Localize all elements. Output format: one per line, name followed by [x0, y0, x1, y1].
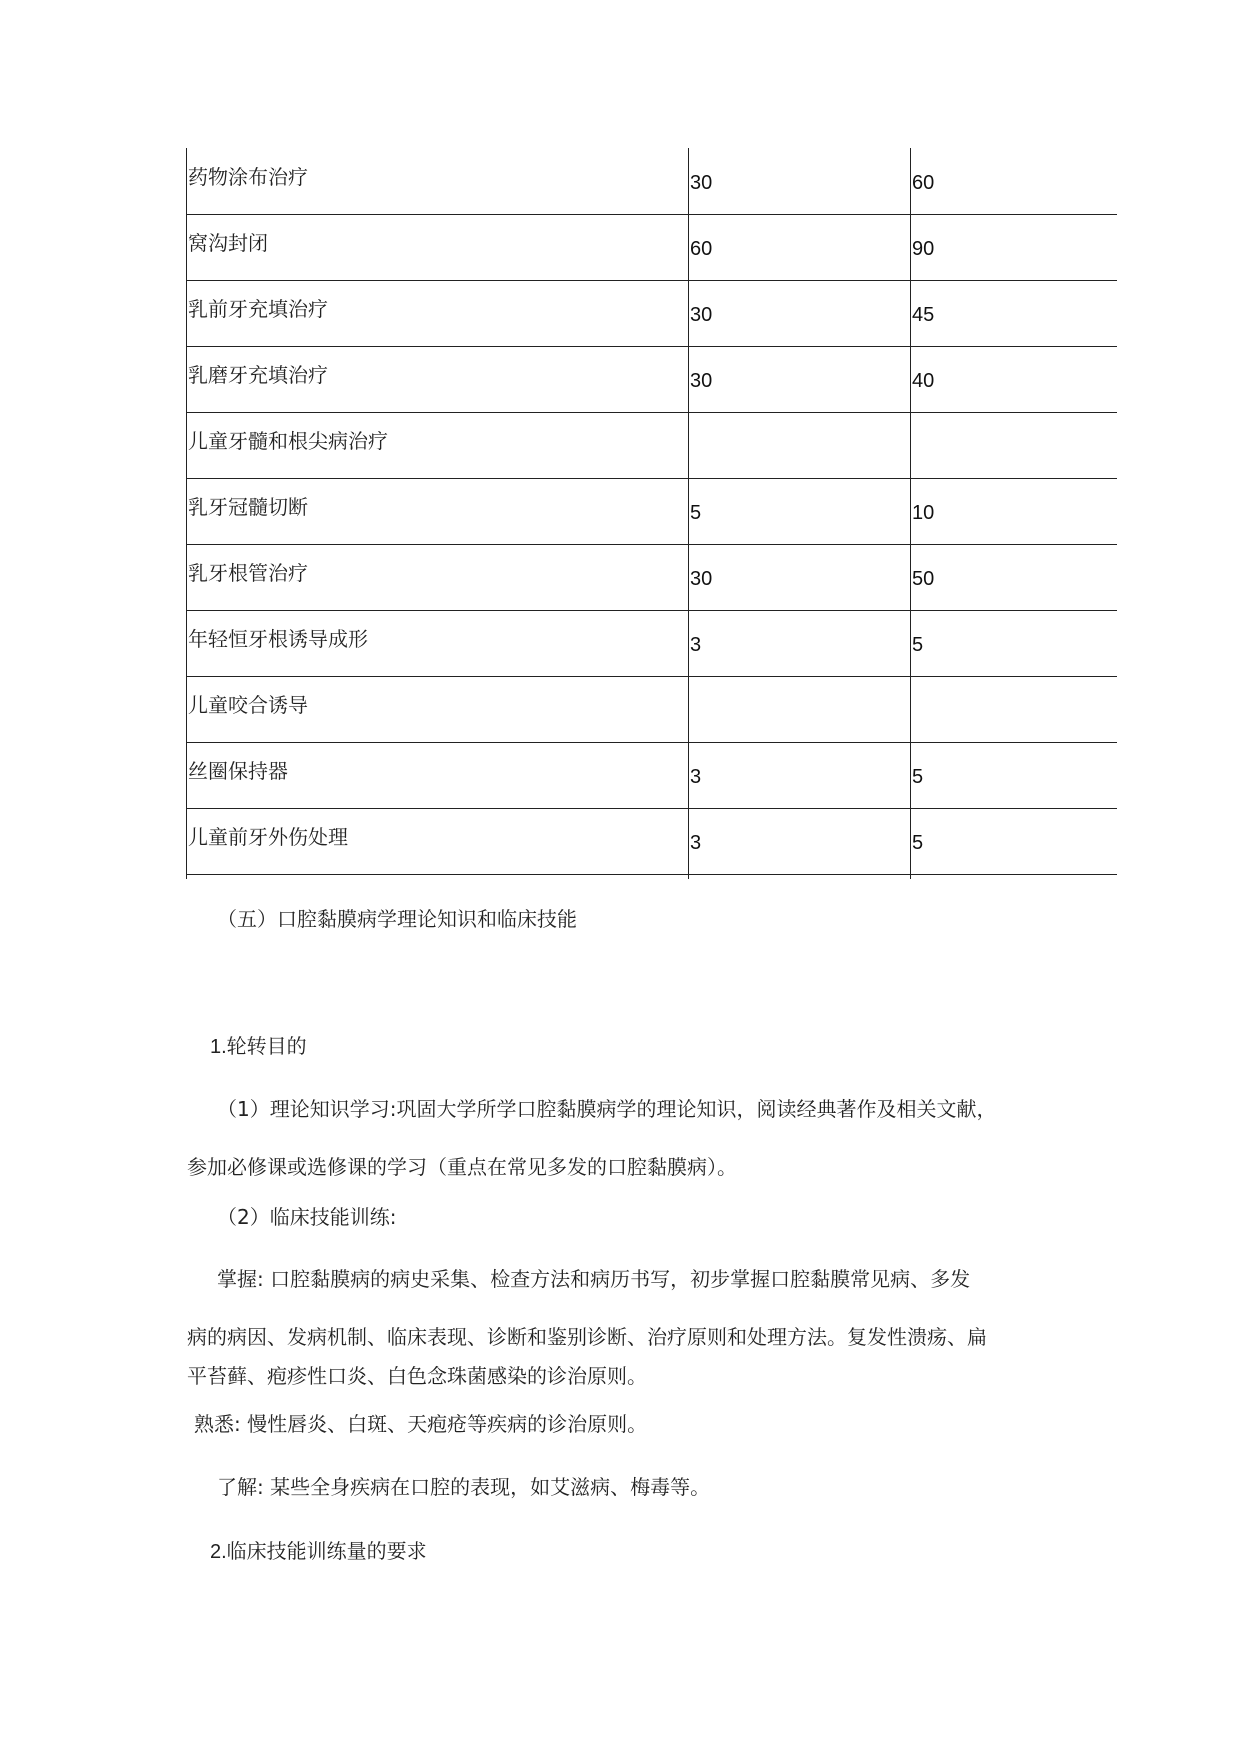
procedure-name-cell: 乳前牙充填治疗	[188, 297, 328, 321]
master-line-3: 平苔藓、疱疹性口炎、白色念珠菌感染的诊治原则。	[187, 1364, 647, 1388]
procedure-name-cell: 乳牙根管治疗	[188, 561, 308, 585]
target-count-cell: 5	[912, 634, 924, 656]
table-row-divider	[186, 874, 1117, 875]
procedure-name-cell: 乳牙冠髓切断	[188, 495, 308, 519]
procedure-name-cell: 药物涂布治疗	[188, 165, 308, 189]
procedure-name-cell: 儿童咬合诱导	[188, 693, 308, 717]
target-count-cell: 5	[912, 832, 924, 854]
table-row	[186, 214, 1117, 280]
table-row	[186, 544, 1117, 610]
min-count-cell: 3	[690, 832, 702, 854]
min-count-cell: 30	[690, 370, 713, 392]
master-line-2: 病的病因、发病机制、临床表现、诊断和鉴别诊断、治疗原则和处理方法。复发性溃疡、扁	[187, 1325, 987, 1349]
target-count-cell: 90	[912, 238, 935, 260]
table-row	[186, 610, 1117, 676]
clinical-title: （2）临床技能训练:	[217, 1205, 397, 1229]
min-count-cell: 30	[690, 568, 713, 590]
familiar-line: 熟悉: 慢性唇炎、白斑、天疱疮等疾病的诊治原则。	[194, 1412, 648, 1436]
procedure-name-cell: 乳磨牙充填治疗	[188, 363, 328, 387]
target-count-cell: 5	[912, 766, 924, 788]
min-count-cell: 3	[690, 634, 702, 656]
procedure-name-cell: 窝沟封闭	[188, 231, 268, 255]
master-line-1: 掌握: 口腔黏膜病的病史采集、检查方法和病历书写，初步掌握口腔黏膜常见病、多发	[217, 1267, 971, 1291]
table-row	[186, 412, 1117, 478]
table-row	[186, 676, 1117, 742]
table-row	[186, 148, 1117, 214]
table-row	[186, 346, 1117, 412]
min-count-cell: 60	[690, 238, 713, 260]
theory-line-1: （1）理论知识学习:巩固大学所学口腔黏膜病学的理论知识，阅读经典著作及相关文献，	[217, 1097, 997, 1121]
target-count-cell: 50	[912, 568, 935, 590]
item1-title: 1.轮转目的	[210, 1036, 307, 1058]
table-row	[186, 280, 1117, 346]
theory-line-2: 参加必修课或选修课的学习（重点在常见多发的口腔黏膜病）。	[187, 1155, 737, 1179]
procedure-name-cell: 丝圈保持器	[188, 759, 288, 783]
min-count-cell: 5	[690, 502, 702, 524]
item2-title: 2.临床技能训练量的要求	[210, 1541, 427, 1563]
min-count-cell: 30	[690, 304, 713, 326]
target-count-cell: 60	[912, 172, 935, 194]
section-heading: （五）口腔黏膜病学理论知识和临床技能	[217, 907, 577, 931]
target-count-cell: 45	[912, 304, 935, 326]
understand-line: 了解: 某些全身疾病在口腔的表现，如艾滋病、梅毒等。	[217, 1475, 711, 1499]
table-row	[186, 808, 1117, 874]
table-row	[186, 478, 1117, 544]
target-count-cell: 40	[912, 370, 935, 392]
procedure-name-cell: 儿童牙髓和根尖病治疗	[188, 429, 388, 453]
training-volume-table	[186, 148, 1117, 879]
procedure-name-cell: 儿童前牙外伤处理	[188, 825, 348, 849]
min-count-cell: 3	[690, 766, 702, 788]
min-count-cell: 30	[690, 172, 713, 194]
procedure-name-cell: 年轻恒牙根诱导成形	[188, 627, 368, 651]
table-row	[186, 742, 1117, 808]
target-count-cell: 10	[912, 502, 935, 524]
